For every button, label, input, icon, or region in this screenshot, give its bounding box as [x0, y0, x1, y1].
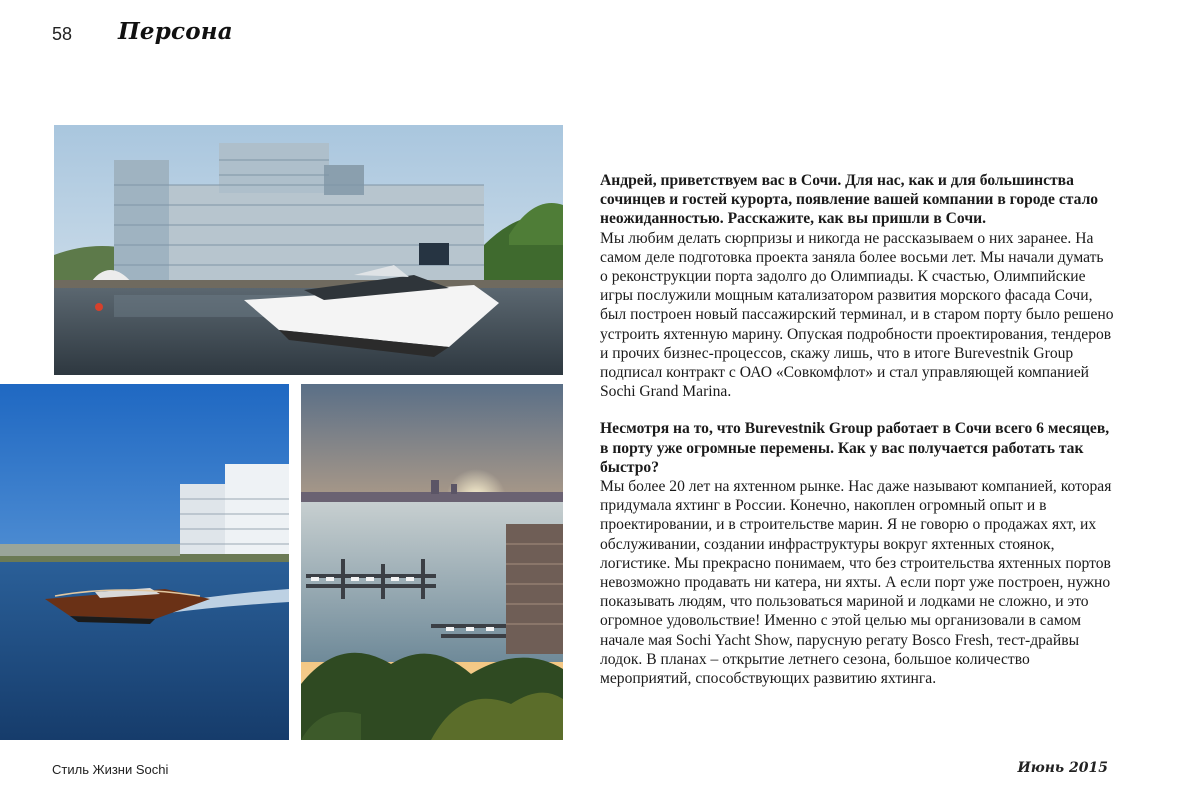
- page-number: 58: [52, 24, 73, 44]
- speedboat-photo: [0, 384, 289, 740]
- magazine-name: Стиль Жизни Sochi: [52, 762, 169, 777]
- marina-building-yacht-photo: [54, 125, 563, 375]
- article-body: [600, 171, 1115, 688]
- answer-2: Мы более 20 лет на яхтенном рынке. Нас даже называют компанией, которая придумала яхтинг в России. Конечно, накоплен огромный опыт и в проектировании, и в строительстве марин. Я не говорю о продажах яхт, их обслуживании, создании инфраструктуры вокруг яхтенных стоянок, логистике. Мы прекрасно понимаем, что без строительства яхтенных портов невозможно продавать ни катера, ни яхты. А если порт уже построен, нужно показывать людям, что пользоваться мариной и лодками не сложно, и это огромное удовольствие! Именно с этой целью мы организовали в самом начале мая Sochi Yacht Show, парусную регату Bosco Fresh, тест-драйвы лодок. В планах – открытие летнего сезона, большое количество мероприятий, способствующих развитию яхтинга.: [600, 478, 1112, 688]
- issue-date: Июнь 2015: [1017, 760, 1108, 776]
- section-title: Персона: [118, 18, 233, 45]
- question-1: Андрей, приветствуем вас в Сочи. Для нас, как и для большинства сочинцев и гостей курорта, появление вашей компании в городе стало неожиданностью. Расскажите, как вы пришли в Сочи.: [600, 172, 1099, 228]
- answer-1: Мы любим делать сюрпризы и никогда не рассказываем о них заранее. На самом деле подготовка проекта заняла более восьми лет. Мы начали думать о реконструкции порта задолго до Олимпиады. К счастью, Олимпийские игры послужили мощным катализатором развития морского фасада Сочи, был построен новый пассажирский терминал, и в старом порту было решено устроить яхтенную марину. Опуская подробности проектирования, тендеров и прочих бизнес-процессов, скажу лишь, что в итоге Burevestnik Group подписал контракт с ОАО «Совкомфлот» и стал управляющей компанией Sochi Grand Marina.: [600, 229, 1114, 401]
- question-2: Несмотря на то, что Burevestnik Group работает в Сочи всего 6 месяцев, в порту уже огромные перемены. Как у вас получается работать так быстро?: [600, 420, 1110, 476]
- sunset-marina-aerial-photo: [301, 384, 563, 740]
- paragraph-gap: [600, 401, 1115, 419]
